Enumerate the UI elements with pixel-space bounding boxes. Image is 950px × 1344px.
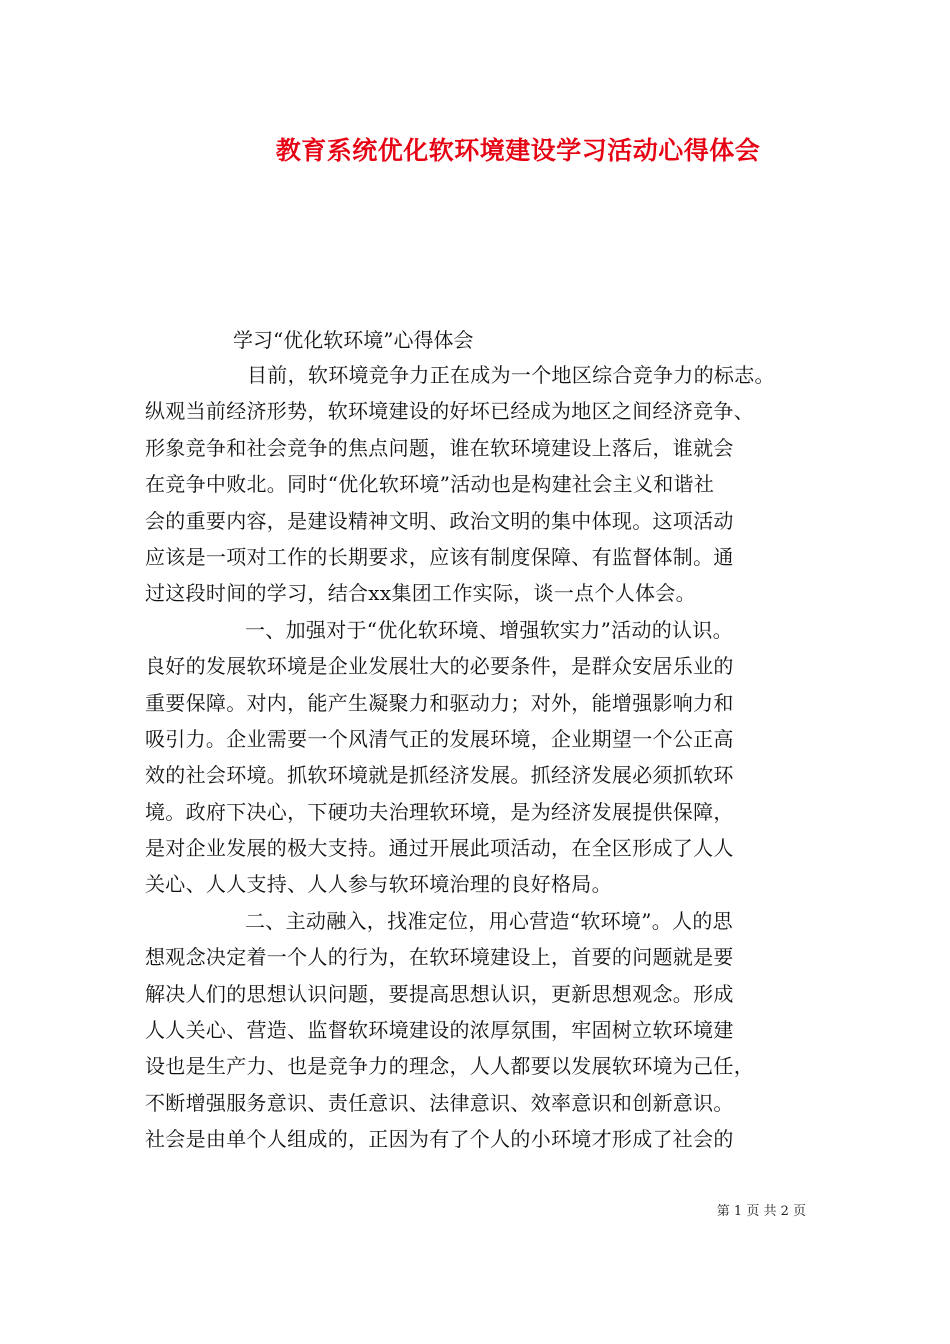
body-line: 想观念决定着一个人的行为，在软环境建设上，首要的问题就是要 <box>145 945 734 970</box>
section-heading-2: 二、主动融入，找准定位，用心营造“软环境”。人的思 <box>245 908 733 933</box>
section-heading-1: 一、加强对于“优化软环境、增强软实力”活动的认识。 <box>245 617 733 642</box>
document-subtitle: 学习“优化软环境”心得体会 <box>233 328 474 352</box>
body-line: 效的社会环境。抓软环境就是抓经济发展。抓经济发展必须抓软环 <box>145 763 734 788</box>
body-line: 人人关心、营造、监督软环境建设的浓厚氛围，牢固树立软环境建 <box>145 1018 734 1043</box>
body-line: 境。政府下决心，下硬功夫治理软环境，是为经济发展提供保障， <box>145 799 734 824</box>
body-line: 解决人们的思想认识问题，要提高思想认识，更新思想观念。形成 <box>145 981 734 1006</box>
body-line: 纵观当前经济形势，软环境建设的好坏已经成为地区之间经济竞争、 <box>145 399 754 424</box>
body-line: 是对企业发展的极大支持。通过开展此项活动，在全区形成了人人 <box>145 836 734 861</box>
page-number-footer: 第 1 页 共 2 页 <box>716 1204 806 1219</box>
body-line: 重要保障。对内，能产生凝聚力和驱动力；对外，能增强影响力和 <box>145 690 734 715</box>
body-line: 吸引力。企业需要一个风清气正的发展环境，企业期望一个公正高 <box>145 726 734 751</box>
document-title: 教育系统优化软环境建设学习活动心得体会 <box>275 136 761 165</box>
body-line: 良好的发展软环境是企业发展壮大的必要条件，是群众安居乐业的 <box>145 654 734 679</box>
body-line: 不断增强服务意识、责任意识、法律意识、效率意识和创新意识。 <box>145 1090 734 1115</box>
document-body <box>145 357 825 1158</box>
body-line: 在竞争中败北。同时“优化软环境”活动也是构建社会主义和谐社 <box>145 472 715 497</box>
body-line: 设也是生产力、也是竞争力的理念，人人都要以发展软环境为己任， <box>145 1054 754 1079</box>
body-line: 社会是由单个人组成的，正因为有了个人的小环境才形成了社会的 <box>145 1127 734 1152</box>
body-line: 目前，软环境竞争力正在成为一个地区综合竞争力的标志。 <box>247 363 775 387</box>
body-line: 应该是一项对工作的长期要求，应该有制度保障、有监督体制。通 <box>145 544 734 569</box>
body-line: 会的重要内容，是建设精神文明、政治文明的集中体现。这项活动 <box>145 508 734 533</box>
body-line: 关心、人人支持、人人参与软环境治理的良好格局。 <box>145 872 612 897</box>
body-line: 形象竞争和社会竞争的焦点问题，谁在软环境建设上落后，谁就会 <box>145 435 734 460</box>
body-line: 过这段时间的学习，结合xx集团工作实际，谈一点个人体会。 <box>145 581 696 606</box>
